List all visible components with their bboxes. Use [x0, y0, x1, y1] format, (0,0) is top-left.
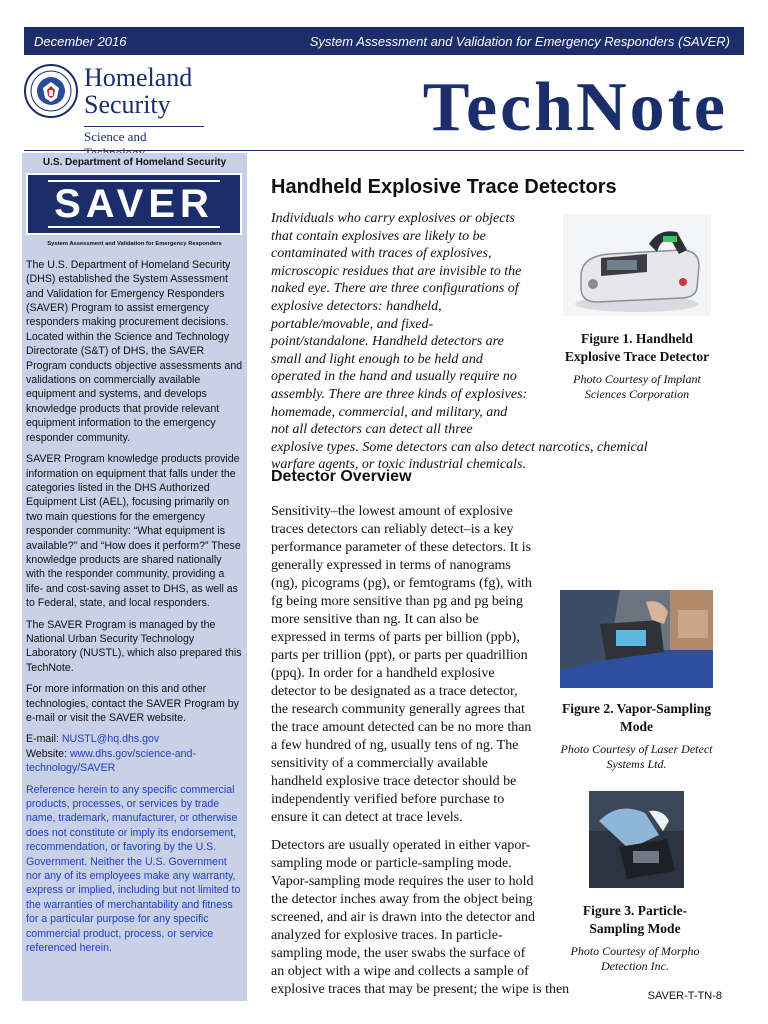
figure-3-credit: Photo Courtesy of Morpho Detection Inc. [570, 944, 700, 973]
figure-3-caption [565, 902, 705, 973]
figure-2-title: Figure 2. Vapor-Sampling Mode [562, 701, 711, 734]
sidebar-paragraph: The U.S. Department of Homeland Security (DHS) established the System Assessment and Validation for Emergency Responders (SAVER) Program to assist emergency responders making procurement decisions. Located within the Science and Technology Directorate (S&T) of DHS, the SAVER Program conducts objective assessments and validations on commercially available equipment and systems, and develops knowledge products that provide relevant equipment information to the emergency responder community. [26, 258, 243, 444]
figure-1-caption [552, 330, 722, 401]
email-label: E-mail: [26, 733, 62, 746]
sidebar-paragraph: SAVER Program knowledge products provide information on equipment that falls under the categories listed in the DHS Authorized Equipment List (AEL), focusing primarily on two main questions for the emergency responder community: “What equipment is available?” and “How does it perform?” These knowledge products are shared nationally with the responder community, providing a life- and cost-saving asset to DHS, as well as to Federal, state, and local responders. [26, 453, 241, 610]
figure-1-credit: Photo Courtesy of Implant Sciences Corporation [573, 372, 701, 401]
figure-2-credit: Photo Courtesy of Laser Detect Systems Ltd. [560, 742, 713, 771]
document-code: SAVER-T-TN-8 [647, 990, 722, 1002]
section-heading: Detector Overview [271, 468, 412, 485]
sidebar-contacts [26, 732, 243, 775]
dhs-seal-icon [24, 64, 78, 118]
body-paragraph-2: Detectors are usually operated in either vapor-sampling mode or particle-sampling mode. Vapor-sampling mode requires the user to hold the detector inches away from the object being screened, and air is drawn into the detector and analyzed for explosive traces. In particle-sampling mode, the user swabs the surface of an object with a wipe and collects a sample of explosive traces that may be present; the wipe is then [271, 838, 570, 997]
technote-title: TechNote [422, 69, 728, 146]
dhs-wordmark [84, 64, 204, 161]
body-text-1: Sensitivity–the lowest amount of explosive traces detectors can reliably detect–is a key performance parameter of these detectors. It is generally expressed in terms of nanograms (ng), picograms (pg), or femtograms (fg), with fg being more sensitive than pg and pg being more sensitive than ng. It can also be expressed in terms of parts per billion (ppb), parts per trillion (ppt), or parts per quadrillion (ppq). In order for a handheld explosive detector to be designated as a trace detector, the research community generally agrees that the trace amount detected can be no more than a few hundred of ng, usually tens of ng. The sensitivity of a commercially available handheld explosive trace detector should be independently verified before purchase to ensure it can detect at trace levels. [271, 504, 532, 825]
figure-2-photo [560, 590, 713, 688]
saver-logo [26, 173, 242, 235]
sidebar-dept: U.S. Department of Homeland Security [42, 157, 227, 168]
saver-tagline: System Assessment and Validation for Emergency Responders [47, 241, 222, 248]
email-link[interactable]: NUSTL@hq.dhs.gov [61, 733, 160, 746]
article-title: Handheld Explosive Trace Detectors [271, 176, 617, 198]
website-link[interactable]: www.dhs.gov/science-and-technology/SAVER [26, 747, 196, 775]
figure-1-title: Figure 1. Handheld Explosive Trace Detector [564, 331, 710, 364]
website-label: Website: [26, 747, 70, 760]
brand-line-3: Science and [84, 126, 204, 161]
figure-1-photo [563, 214, 711, 316]
disclaimer: Reference herein to any specific commercial products, processes, or services by trade name, trademark, manufacturer, or otherwise does not constitute or imply its endorsement, recommendation, or favoring by the U.S. Government. Neither the U.S. Government nor any of its employees make any warranty, express or implied, including but not limited to the warranties of merchantability and fitness for a particular purpose for any specific commercial product, process, or service referenced herein. [26, 783, 241, 955]
figure-3-title: Figure 3. Particle-Sampling Mode [582, 903, 688, 936]
program-name: System Assessment and Validation for Emergency Responders (SAVER) [309, 33, 730, 49]
figure-3-photo [589, 791, 684, 888]
brand-line-2: Security [84, 90, 171, 119]
sidebar-paragraph: For more information on this and other technologies, contact the SAVER Program by e-mail or visit the SAVER website. [26, 683, 239, 724]
figure-2-caption [560, 700, 713, 771]
saver-logo-word: SAVER [48, 180, 220, 228]
brand-line-1: Homeland [84, 63, 193, 92]
intro-text: Individuals who carry explosives or objects that contain explosives are likely to be contaminated with traces of explosives, microscopic residues that are invisible to the naked eye. There are three configurations of explosive detectors: handheld, portable/movable, and fixed-point/standalone. Handheld detectors are small and light enough to be held and operated in the hand and usually require no assembly. There are three kinds of explosives: homemade, commercial, and military, and not all detectors can detect all three explosive types. Some detectors can also detect narcotics, chemical warfare agents, or toxic industrial chemicals. [271, 211, 648, 473]
sidebar-paragraph: The SAVER Program is managed by the National Urban Security Technology Laboratory (NUSTL), which also prepared this TechNote. [26, 618, 242, 674]
top-banner [24, 27, 744, 55]
saver-sidebar [22, 153, 247, 1001]
header-divider [24, 150, 744, 151]
issue-date: December 2016 [34, 33, 127, 49]
